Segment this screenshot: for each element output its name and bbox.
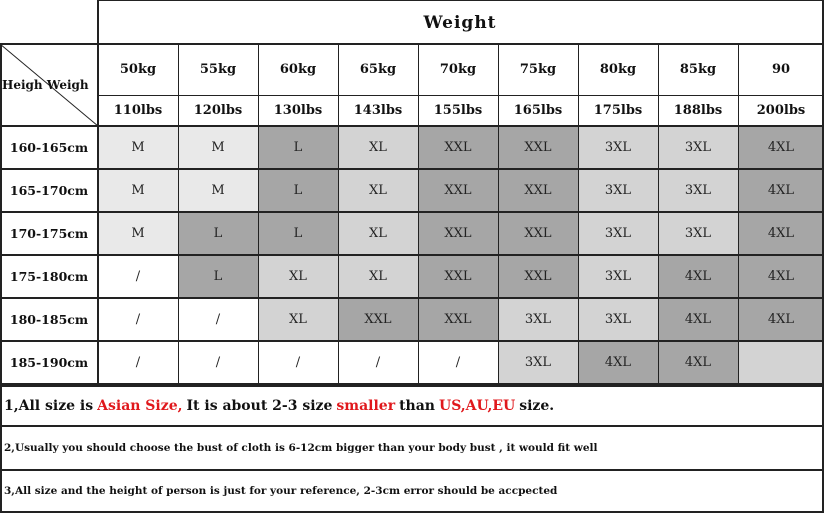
size-cell: L	[258, 126, 338, 169]
note-bust: 2,Usually you should choose the bust of cloth is 6-12cm bigger than your body bust , it would fit well	[0, 425, 824, 469]
size-cell: M	[98, 212, 178, 255]
weight-lbs-header: 130lbs	[273, 103, 323, 118]
size-cell: XL	[338, 169, 418, 212]
size-cell: 4XL	[578, 341, 658, 384]
weight-lbs-header: 175lbs	[593, 103, 643, 118]
size-cell: 4XL	[658, 255, 738, 298]
grid-hline	[98, 0, 824, 1]
weight-kg-header: 80kg	[599, 62, 637, 77]
size-cell: /	[178, 298, 258, 341]
size-cell: /	[258, 341, 338, 384]
size-cell: XL	[258, 255, 338, 298]
size-cell: XXL	[418, 126, 498, 169]
size-cell: 3XL	[578, 126, 658, 169]
grid-hline	[0, 43, 824, 45]
weight-kg-header: 75kg	[519, 62, 557, 77]
size-cell: M	[178, 169, 258, 212]
size-cell: L	[258, 169, 338, 212]
size-cell: XXL	[498, 255, 578, 298]
weight-lbs-header: 120lbs	[193, 103, 243, 118]
weight-kg-header: 70kg	[439, 62, 477, 77]
size-cell: 3XL	[658, 212, 738, 255]
size-cell: /	[98, 341, 178, 384]
size-cell: XXL	[338, 298, 418, 341]
weight-kg-header: 85kg	[679, 62, 717, 77]
weight-kg-header: 65kg	[359, 62, 397, 77]
size-cell: /	[98, 298, 178, 341]
weight-kg-header: 55kg	[199, 62, 237, 77]
grid-vline	[97, 0, 99, 385]
size-cell: 4XL	[738, 212, 824, 255]
size-cell: 3XL	[498, 298, 578, 341]
weight-lbs-header: 110lbs	[113, 103, 163, 118]
grid-hline	[0, 125, 824, 127]
corner-header	[0, 44, 98, 126]
grid-hline	[0, 340, 824, 342]
size-cell: 4XL	[738, 255, 824, 298]
size-cell: 3XL	[658, 169, 738, 212]
note-asian-size	[0, 385, 824, 425]
size-cell: XXL	[498, 212, 578, 255]
size-cell: 3XL	[498, 341, 578, 384]
size-cell: XXL	[418, 255, 498, 298]
note1-suffix: size.	[519, 398, 555, 414]
size-cell: L	[178, 212, 258, 255]
corner-label: Heigh Weigh	[2, 78, 89, 92]
size-cell: /	[418, 341, 498, 384]
note1-regions: US,AU,EU	[438, 398, 516, 414]
size-cell: 4XL	[738, 126, 824, 169]
weight-lbs-header: 188lbs	[673, 103, 723, 118]
note1-than: than	[399, 398, 435, 414]
size-cell: /	[98, 255, 178, 298]
grid-hline	[0, 168, 824, 170]
size-cell: 3XL	[578, 298, 658, 341]
height-range-label: 160-165cm	[9, 140, 89, 155]
weight-lbs-header: 143lbs	[353, 103, 403, 118]
height-range-label: 185-190cm	[9, 355, 89, 370]
size-cell: XL	[338, 255, 418, 298]
size-cell: XXL	[418, 169, 498, 212]
note1-smaller: smaller	[336, 398, 396, 414]
size-cell: 4XL	[738, 298, 824, 341]
weight-kg-header: 60kg	[279, 62, 317, 77]
height-range-label: 175-180cm	[9, 269, 89, 284]
grid-vline	[0, 44, 2, 385]
size-cell: 3XL	[658, 126, 738, 169]
size-cell: 3XL	[578, 212, 658, 255]
weight-kg-header: 50kg	[119, 62, 157, 77]
weight-header: Weight	[98, 0, 824, 44]
size-cell: XL	[258, 298, 338, 341]
grid-hline	[0, 211, 824, 213]
grid-hline	[0, 297, 824, 299]
note-reference: 3,All size and the height of person is just for your reference, 2-3cm error should be accpected	[0, 469, 824, 513]
size-cell: XXL	[498, 169, 578, 212]
weight-lbs-header: 155lbs	[433, 103, 483, 118]
size-cell: 3XL	[578, 255, 658, 298]
size-cell: XXL	[418, 212, 498, 255]
size-cell: /	[178, 341, 258, 384]
size-cell: 4XL	[738, 169, 824, 212]
size-cell: XXL	[498, 126, 578, 169]
grid-hline	[98, 95, 824, 96]
height-range-label: 170-175cm	[9, 226, 89, 241]
size-cell: M	[178, 126, 258, 169]
weight-lbs-header: 165lbs	[513, 103, 563, 118]
grid-hline	[0, 254, 824, 256]
height-range-label: 180-185cm	[9, 312, 89, 327]
note1-middle: It is about 2-3 size	[186, 398, 333, 414]
size-cell: M	[98, 126, 178, 169]
size-cell: L	[258, 212, 338, 255]
size-cell: 4XL	[658, 298, 738, 341]
size-cell: XL	[338, 212, 418, 255]
note1-prefix: 1,All size is	[4, 398, 94, 414]
height-range-label: 165-170cm	[9, 183, 89, 198]
size-cell: XL	[338, 126, 418, 169]
size-cell: 4XL	[658, 341, 738, 384]
size-cell: XXL	[418, 298, 498, 341]
size-cell: L	[178, 255, 258, 298]
size-cell: M	[98, 169, 178, 212]
size-cell: /	[338, 341, 418, 384]
weight-lbs-header: 200lbs	[756, 103, 806, 118]
size-cell: 3XL	[578, 169, 658, 212]
size-cell	[738, 341, 824, 384]
note1-asian-size: Asian Size,	[97, 398, 183, 414]
weight-kg-header: 90	[771, 62, 791, 77]
